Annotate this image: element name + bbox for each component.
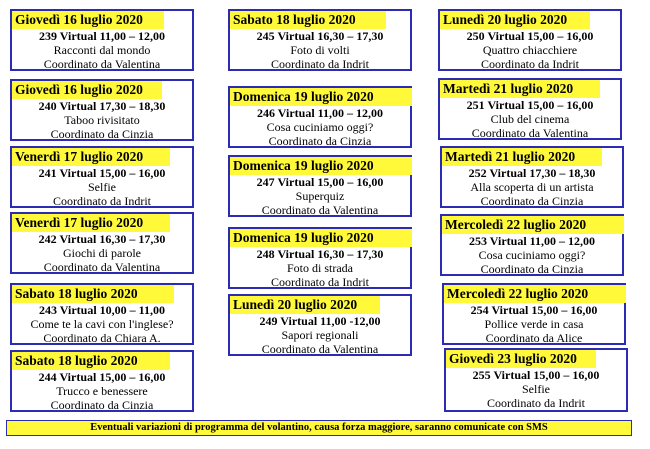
event-card-249	[228, 294, 412, 356]
event-date: Sabato 18 luglio 2020	[15, 286, 138, 301]
event-date: Sabato 18 luglio 2020	[15, 353, 138, 368]
event-coordinator: Coordinato da Indrit	[271, 275, 369, 289]
event-code-time: 245 Virtual 16,30 – 17,30	[256, 29, 384, 43]
event-coordinator: Coordinato da Cinzia	[268, 134, 372, 148]
event-title: Superquiz	[295, 189, 345, 203]
event-date: Domenica 19 luglio 2020	[233, 89, 374, 104]
event-card-248	[228, 227, 412, 289]
event-coordinator: Coordinato da Valentina	[43, 57, 161, 71]
event-coordinator: Coordinato da Valentina	[261, 203, 379, 217]
event-coordinator: Coordinato da Valentina	[43, 260, 161, 274]
event-card-244	[10, 350, 194, 412]
event-coordinator: Coordinato da Indrit	[487, 396, 585, 410]
event-code-time: 251 Virtual 15,00 – 16,00	[466, 98, 594, 112]
event-card-252	[440, 146, 624, 208]
event-code-time: 254 Virtual 15,00 – 16,00	[470, 303, 598, 317]
event-title: Taboo rivisitato	[64, 113, 140, 127]
event-title: Racconti dal mondo	[53, 43, 151, 57]
event-card-239	[10, 9, 194, 71]
event-title: Selfie	[88, 180, 116, 194]
event-date: Giovedì 16 luglio 2020	[15, 12, 143, 27]
event-code-time: 243 Virtual 10,00 – 11,00	[38, 303, 165, 317]
event-code-time: 252 Virtual 17,30 – 18,30	[468, 166, 596, 180]
event-card-255	[444, 348, 628, 412]
event-coordinator: Coordinato da Indrit	[271, 57, 369, 71]
event-title: Pollice verde in casa	[484, 317, 584, 331]
event-code-time: 242 Virtual 16,30 – 17,30	[38, 232, 166, 246]
event-card-243	[10, 283, 194, 345]
event-code-time: 249 Virtual 11,00 -12,00	[259, 314, 381, 328]
event-title: Cosa cuciniamo oggi?	[266, 120, 374, 134]
event-coordinator: Coordinato da Cinzia	[50, 127, 154, 141]
event-coordinator: Coordinato da Cinzia	[50, 398, 154, 412]
event-title: Foto di strada	[287, 261, 353, 275]
event-date: Martedì 21 luglio 2020	[443, 81, 574, 96]
event-code-time: 244 Virtual 15,00 – 16,00	[38, 370, 166, 384]
event-card-241	[10, 146, 194, 208]
event-date: Giovedì 16 luglio 2020	[15, 82, 143, 97]
event-date: Martedì 21 luglio 2020	[445, 149, 576, 164]
event-code-time: 247 Virtual 15,00 – 16,00	[256, 175, 384, 189]
event-date: Domenica 19 luglio 2020	[233, 230, 374, 245]
event-card-250	[438, 9, 622, 71]
event-code-time: 240 Virtual 17,30 – 18,30	[38, 99, 166, 113]
event-title: Giochi di parole	[63, 246, 141, 260]
event-coordinator: Coordinato da Chiara A.	[43, 331, 161, 345]
event-card-253	[440, 214, 624, 276]
event-code-time: 246 Virtual 11,00 – 12,00	[256, 106, 383, 120]
event-title: Selfie	[522, 382, 550, 396]
event-card-247	[228, 155, 412, 217]
event-card-246	[228, 86, 412, 148]
event-title: Come te la cavi con l'inglese?	[30, 317, 174, 331]
event-card-251	[438, 78, 622, 140]
event-code-time: 253 Virtual 11,00 – 12,00	[468, 234, 595, 248]
event-title: Cosa cuciniamo oggi?	[478, 248, 586, 262]
event-code-time: 241 Virtual 15,00 – 16,00	[38, 166, 166, 180]
event-coordinator: Coordinato da Valentina	[261, 342, 379, 356]
event-date: Venerdì 17 luglio 2020	[15, 215, 144, 230]
event-code-time: 250 Virtual 15,00 – 16,00	[466, 29, 594, 43]
event-coordinator: Coordinato da Alice	[485, 331, 583, 345]
event-title: Alla scoperta di un artista	[470, 180, 594, 194]
event-date: Mercoledì 22 luglio 2020	[447, 286, 589, 301]
event-date: Lunedì 20 luglio 2020	[443, 12, 568, 27]
event-card-242	[10, 212, 194, 274]
event-date: Venerdì 17 luglio 2020	[15, 149, 144, 164]
footer-notice: Eventuali variazioni di programma del volantino, causa forza maggiore, saranno comunicate con SMS	[6, 420, 632, 436]
event-date: Giovedì 23 luglio 2020	[449, 351, 577, 366]
event-coordinator: Coordinato da Indrit	[481, 57, 579, 71]
event-code-time: 255 Virtual 15,00 – 16,00	[472, 368, 600, 382]
event-code-time: 239 Virtual 11,00 – 12,00	[38, 29, 165, 43]
event-title: Foto di volti	[290, 43, 350, 57]
event-title: Club del cinema	[490, 112, 570, 126]
event-code-time: 248 Virtual 16,30 – 17,30	[256, 247, 384, 261]
event-coordinator: Coordinato da Indrit	[53, 194, 151, 208]
event-title: Sapori regionali	[281, 328, 359, 342]
event-coordinator: Coordinato da Valentina	[471, 126, 589, 140]
event-coordinator: Coordinato da Cinzia	[480, 194, 584, 208]
event-coordinator: Coordinato da Cinzia	[480, 262, 584, 276]
event-card-254	[442, 283, 626, 345]
event-card-240	[10, 79, 194, 141]
event-date: Sabato 18 luglio 2020	[233, 12, 356, 27]
event-date: Lunedì 20 luglio 2020	[233, 297, 358, 312]
event-date: Mercoledì 22 luglio 2020	[445, 217, 587, 232]
event-title: Quattro chiacchiere	[482, 43, 578, 57]
event-card-245	[228, 9, 412, 71]
event-title: Trucco e benessere	[56, 384, 148, 398]
event-date: Domenica 19 luglio 2020	[233, 158, 374, 173]
